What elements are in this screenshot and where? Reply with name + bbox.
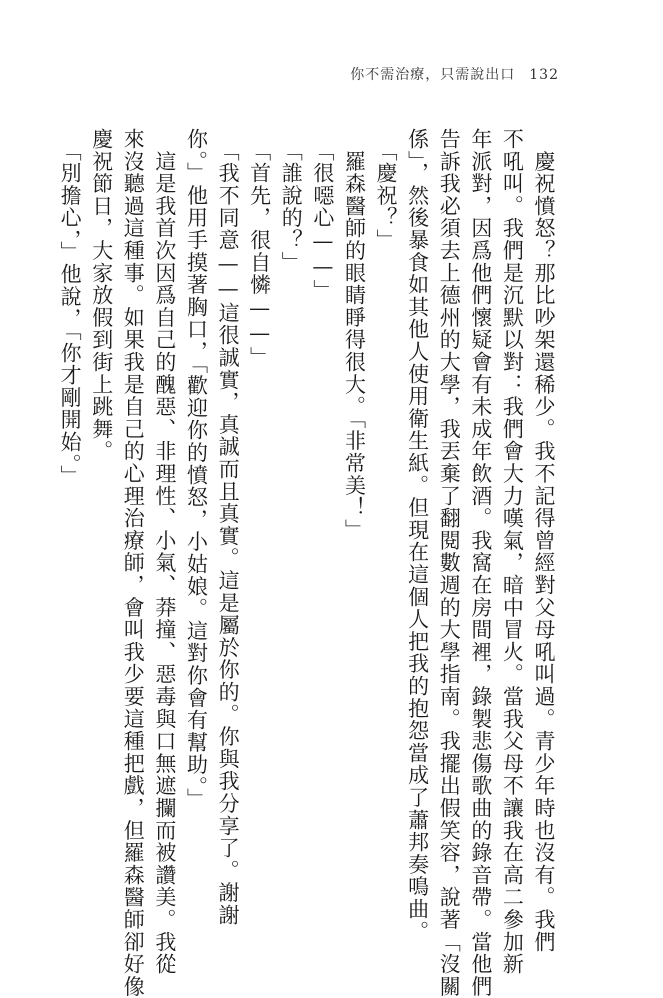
book-title: 你不需治療，只需說出口	[350, 67, 516, 83]
text-line: 告訴我必須去上德州的大學，我丟棄了翻閱數週的大學指南。我擺出假笑容，說著「沒關	[437, 128, 462, 998]
text-line: 慶祝憤怒？那比吵架還稀少。我不記得曾經對父母吼叫過。青少年時也沒有。我們	[532, 128, 556, 954]
text-line: 「首先，很自憐——」	[247, 128, 272, 369]
body-text	[54, 128, 560, 998]
text-line: 來沒聽過這種事。如果我是自己的心理治療師，會叫我少要這種把戲，但羅森醫師卻好像	[121, 128, 146, 998]
text-line: 「慶祝？」	[374, 128, 399, 252]
text-line: 「誰說的？」	[279, 128, 304, 274]
text-line: 係」，然後暴食如其他人使用衛生紙。但現在這個人把我的抱怨當成了蕭邦奏鳴曲。	[405, 128, 430, 943]
text-line: 你。」他用手摸著胸口，「歡迎你的憤怒，小姑娘。這對你會有幫助。」	[184, 128, 209, 811]
text-line: 「很噁心——」	[310, 128, 335, 302]
page-number: 132	[529, 67, 559, 83]
text-line: 慶祝節日，大家放假到街上跳舞。	[89, 128, 114, 463]
text-line: 「別擔心，」他說，「你才剛開始。」	[58, 128, 83, 488]
text-line: 「我不同意——這很誠實，真誠而且真實。這是屬於你的。你與我分享了。謝謝	[216, 128, 241, 927]
running-head	[350, 64, 559, 84]
text-line: 年派對，因爲他們懷疑會有未成年飲酒。我窩在房間裡，錄製悲傷歌曲的錄音帶。當他們	[468, 128, 493, 998]
text-line: 羅森醫師的眼睛睜得很大。「非常美！」	[342, 128, 367, 542]
text-line: 這是我首次因爲自己的醜惡、非理性、小氣、莽撞、惡毒與口無遮攔而被讚美。我從	[152, 128, 177, 976]
text-line: 不吼叫。我們是沉默以對：我們會大力嘆氣，暗中冒火。當我父母不讓我在高二參加新	[500, 128, 525, 976]
